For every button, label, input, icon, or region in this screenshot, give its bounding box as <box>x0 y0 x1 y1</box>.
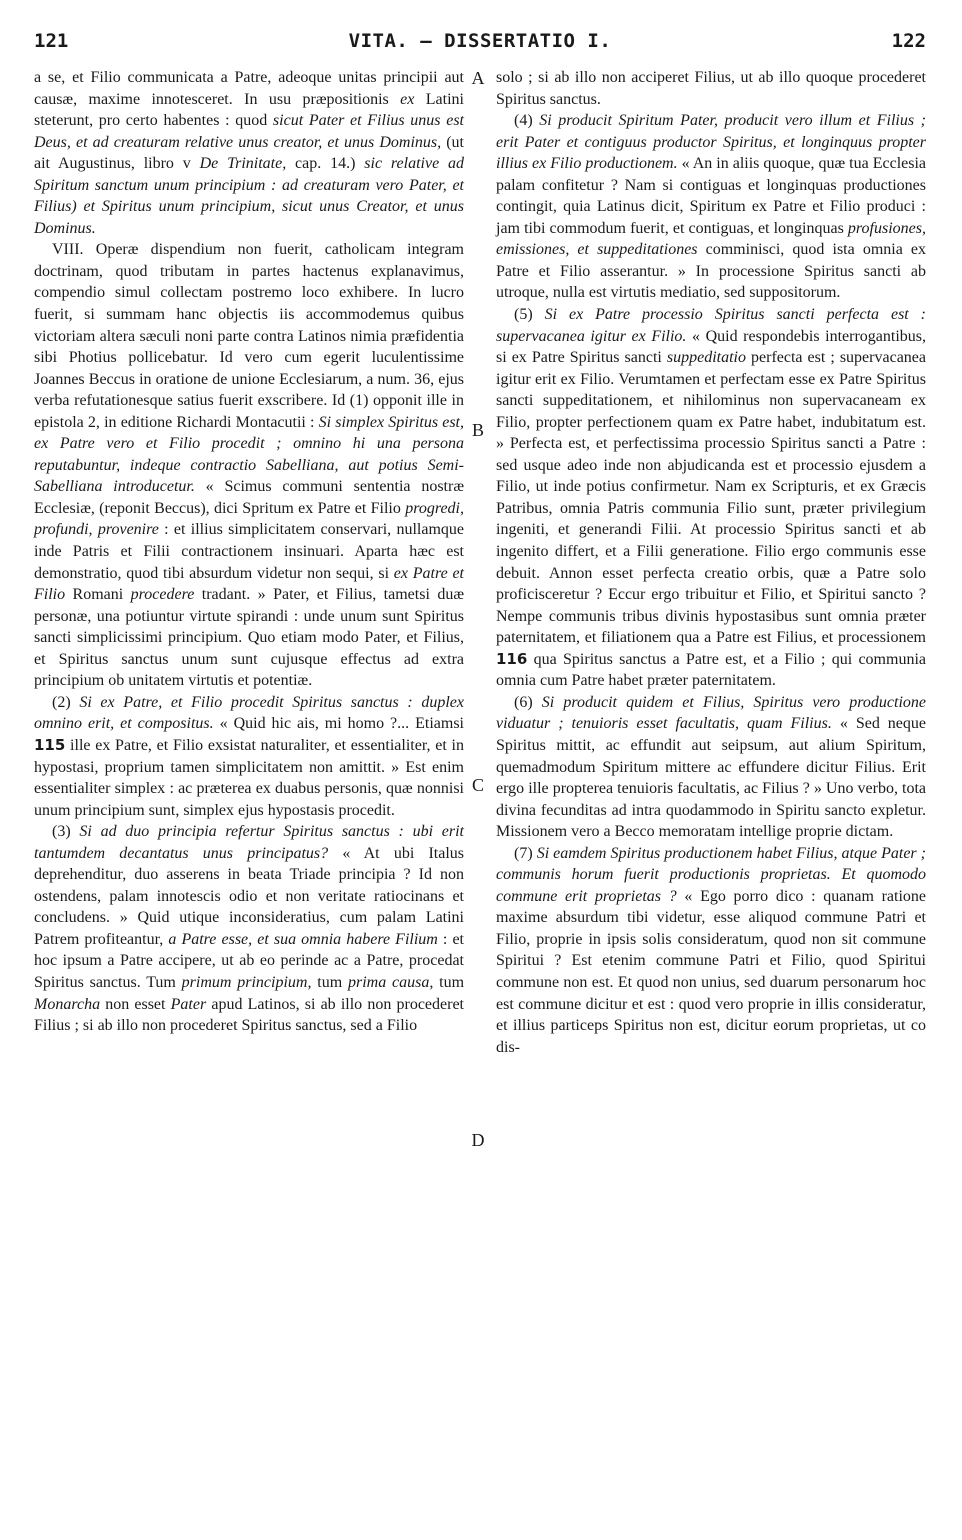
paragraph-objection-5: (5) Si ex Patre processio Spiritus sancti perfecta est : supervacanea igitur ex Filio. « Quid respondebis interrogantibus, si ex Patre Spiritus sancti suppeditatio perfecta est ; supervacanea igitur erit ex Filio. Verumtamen et perfectam esse ex Patre Spiritus sancti suppeditationem, et nihilominus non supervacaneam ex Filio, propter perfectionem quam ex Patre habet, indubitatum est. » Perfecta est, et perfectissima processio Spiritus sancti a Patre : sed usque adeo inde non abjudicanda est et processio ejusdem a Filio, ut inde potius confirmetur. Nam ex Scripturis, et ex Græcis Patribus, omnia Patris communia Filio sunt, præter privilegium ingeniti, et generandi Filii. At processio Spiritus sancti et ab ingenito differt, et a Filii generatione. Filio ergo communis esse debuit. Annon esset perfecta creatio orbis, quæ a Patre solo proficisceretur ? Eccur ergo tribuitur et Filio, et Spiritui sancto ? Nempe communis tribus divinis hypostasibus sunt omnia præter paternitatem, et filiationem qua a Patre est Filius, et processionem 116 qua Spiritus sanctus a Patre est, et a Filio ; qui communia omnia cum Patre habet præter paternitatem. <box>496 306 927 690</box>
column-number-116: 116 <box>496 649 528 668</box>
paragraph-section-viii: VIII. Operæ dispendium non fuerit, catholicam integram doctrinam, quod tributam in partes hactenus explanavimus, compendio simul collectam postremo loco exhibere. In lucro fuerit, si summam hanc objectis iis accommodemus quibus victoriam altera sæculi noni parte contra Latinos nimia præfidentia sibi Photius pollicebatur. Id vero cum egerit luculentissime Joannes Beccus in oratione de unione Ecclesiarum, a num. 36, ejus verba refutationesque satius fuerit exscribere. Id (1) opponit ille in epistola 2, in editione Richardi Montacutii : Si simplex Spiritus est, ex Patre vero et Filio procedit ; omnino hi una persona reputabuntur, indeque contractio Sabelliana, aut potius Semi-Sabelliana introducetur. « Scimus communi sententia nostræ Ecclesiæ, (reponit Beccus), dici Spritum ex Patre et Filio progredi, profundi, provenire : et illius simplicitatem conservari, nullamque inde Patris et Filii contractionem insinuari. Aparta hæc est demonstratio, quod tibi absurdum videtur non sequi, si ex Patre et Filio Romani procedere tradant. » Pater, et Filius, tametsi duæ personæ, una potiuntur virtute spirandi : unde unum sunt Spiritus sancti simplicissimi principium. Quo etiam modo Pater, et Filius, et Spiritus sanctus unum sunt cujusque effectus ad extra principium ob unitatem virtutis et potentiæ. <box>34 241 465 690</box>
running-header <box>34 30 926 60</box>
paragraph-continuation: a se, et Filio communicata a Patre, adeoque unitas principii aut causæ, maxime innotesceret. In usu præpositionis ex Latini steterunt, pro certo habentes : quod sicut Pater et Filius unus est Deus, et ad creaturam relative unus creator, et unus Dominus, (ut ait Augustinus, libro v De Trinitate, cap. 14.) sic relative ad Spiritum sanctum unum principium : ad creaturam vero Pater, et Filius) et Spiritus unum principium, sicut unus Creator, et unus Dominus. <box>34 69 465 237</box>
right-column <box>496 67 926 1058</box>
paragraph-objection-3: (3) Si ad duo principia refertur Spiritus sanctus : ubi erit tantumdem decantatus unus principatus? « At ubi Italus deprehenditur, duo asserens in beata Triade principia ? Id non ostendens, palam innotescis odio et non veritate ratiocinans et concludens. » Quid utique inconsideratius, cum palam Latini Patrem profiteantur, a Patre esse, et sua omnia habere Filium : et hoc ipsum a Patre accipere, ut ab eo perinde ac a Patre, procedat Spiritus sanctus. Tum primum principium, tum prima causa, tum Monarcha non esset Pater apud Latinos, si ab illo non procederet Filius ; si ab illo non procederet Spiritus sanctus, sed a Filio <box>34 823 465 1035</box>
paragraph-objection-4: (4) Si producit Spiritum Pater, producit vero illum et Filius ; erit Pater et contiguus productor Spiritus, et longinquus propter illius ex Filio productionem. « An in aliis quoque, quæ tua Ecclesia palam confitetur ? Nam si contiguas et longinquas productiones contingit, quia Latinus dicit, Spiritum ex Patre et Filio produci : jam tibi commodum fuerit, et contiguas, et longinquas profusiones, emissiones, et suppeditationes comminisci, quod ista omnia ex Patre et Filio asserantur. » In processione Spiritus sancti ab utroque, nulla est virtutis mediatio, sed suppositorum. <box>496 112 927 302</box>
page-number-right: 122 <box>891 30 926 52</box>
running-title: VITA. — DISSERTATIO I. <box>348 30 612 52</box>
page-number-left: 121 <box>34 30 69 52</box>
paragraph-objection-6: (6) Si producit quidem et Filius, Spiritus vero productione viduatur ; tenuioris esset facultatis, quam Filius. « Sed neque Spiritus mittit, ac effundit aut seipsum, aut alium Spiritum, quemadmodum Spiritum mittere ac effundere dicitur Filius. Erit ergo ille propterea tenuioris facultatis, ac Filius ? » Uno verbo, tota divina fecunditas ad intra quodammodo in Spiritu sancto expletur. Missionem vero a Becco memoratam intellige proprie dictam. <box>496 693 927 841</box>
left-column <box>34 67 464 1037</box>
margin-marker-a: A <box>471 68 485 88</box>
margin-marker-d: D <box>471 1130 485 1150</box>
margin-marker-b: B <box>471 420 484 440</box>
margin-marker-c: C <box>471 775 484 795</box>
paragraph-objection-7: (7) Si eamdem Spiritus productionem habet Filius, atque Pater ; communis horum fuerit productionis proprietas. Et quomodo commune erit proprietas ? « Ego porro dico : quanam ratione maxime absurdum tibi videtur, esse aliquod commune Patri et Filio, proprie in ipsis solis consideratum, quod non sit commune Spiritui ? Est etenim commune Patri et Filio, quod Spiritui commune non est. Et quod non unius, sed duarum personarum hoc est commune dicitur et est : quod vero proprie in illis consideratur, et illius particeps Spiritus non est, dicitur eorum proprietas, ut co dis- <box>496 844 927 1056</box>
column-number-115: 115 <box>34 735 66 754</box>
paragraph-objection-2: (2) Si ex Patre, et Filio procedit Spiritus sanctus : duplex omnino erit, et compositus. « Quid hic ais, mi homo ?... Etiamsi 115 ille ex Patre, et Filio exsistat naturaliter, et essentialiter, et in hypostasi, proprium tamen simplicitatem non amittit. » Est enim essentialiter simplex : ac præterea ex duabus personis, quæ nonnisi unum principium sunt, simplex ejus hypostasis procedit. <box>34 693 465 819</box>
paragraph-continuation-right: solo ; si ab illo non acciperet Filius, ut ab illo quoque procederet Spiritus sanctus. <box>496 69 926 108</box>
